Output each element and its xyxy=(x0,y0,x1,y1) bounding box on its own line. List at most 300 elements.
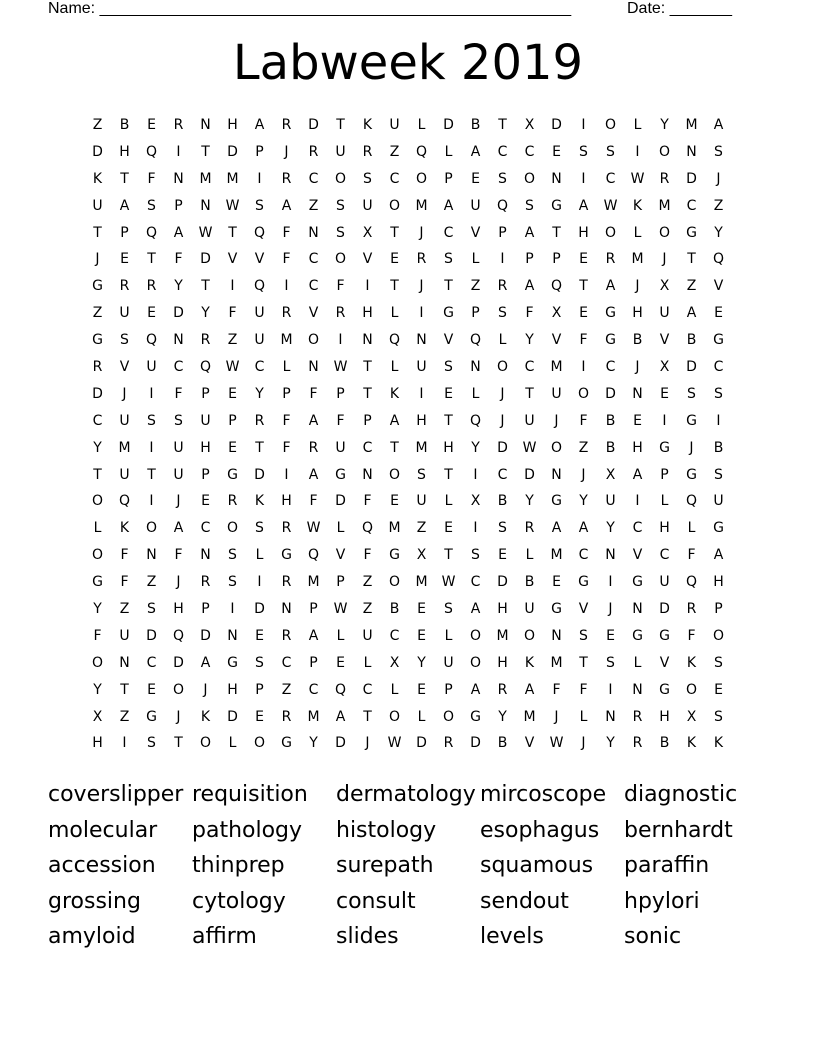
name-field[interactable]: Name: _____________________________________________________ xyxy=(48,0,572,17)
grid-letter[interactable]: C xyxy=(254,359,265,376)
grid-letter[interactable]: O xyxy=(550,439,563,456)
grid-letter[interactable]: N xyxy=(605,547,616,564)
grid-letter[interactable]: E xyxy=(147,117,156,133)
grid-letter[interactable]: F xyxy=(336,412,345,429)
grid-letter[interactable]: C xyxy=(659,547,670,564)
grid-letter[interactable]: P xyxy=(471,305,480,322)
grid-letter[interactable]: U xyxy=(362,627,373,644)
grid-letter[interactable]: C xyxy=(713,359,724,376)
grid-letter[interactable]: S xyxy=(498,305,507,322)
grid-letter[interactable]: C xyxy=(524,359,535,376)
grid-letter[interactable]: O xyxy=(604,117,617,133)
grid-letter[interactable]: O xyxy=(388,466,401,483)
grid-letter[interactable]: C xyxy=(389,627,400,644)
grid-letter[interactable]: I xyxy=(716,412,721,429)
grid-letter[interactable]: O xyxy=(253,735,266,752)
grid-letter[interactable]: R xyxy=(146,278,157,295)
grid-letter[interactable]: O xyxy=(469,654,482,671)
grid-letter[interactable]: D xyxy=(605,385,616,402)
grid-letter[interactable]: N xyxy=(632,601,643,618)
grid-letter[interactable]: C xyxy=(308,251,319,268)
grid-letter[interactable]: C xyxy=(389,170,400,187)
grid-letter[interactable]: J xyxy=(176,493,181,510)
grid-letter[interactable]: A xyxy=(281,197,292,214)
grid-letter[interactable]: L xyxy=(417,117,426,133)
grid-letter[interactable]: I xyxy=(257,170,262,187)
grid-letter[interactable]: V xyxy=(335,547,346,564)
grid-letter[interactable]: I xyxy=(473,520,478,537)
grid-letter[interactable]: P xyxy=(282,385,291,402)
grid-letter[interactable]: Z xyxy=(92,117,103,133)
grid-letter[interactable]: C xyxy=(200,520,211,537)
grid-letter[interactable]: U xyxy=(92,197,103,214)
grid-letter[interactable]: J xyxy=(581,735,586,752)
grid-letter[interactable]: S xyxy=(255,197,264,214)
grid-letter[interactable]: J xyxy=(608,601,613,618)
grid-letter[interactable]: C xyxy=(173,359,184,376)
grid-letter[interactable]: T xyxy=(390,278,399,295)
grid-letter[interactable]: P xyxy=(120,224,129,241)
grid-letter[interactable]: V xyxy=(119,359,130,376)
grid-letter[interactable]: Z xyxy=(227,332,238,349)
grid-letter[interactable]: S xyxy=(471,547,480,564)
grid-letter[interactable]: A xyxy=(605,278,616,295)
grid-letter[interactable]: I xyxy=(581,359,586,376)
grid-letter[interactable]: B xyxy=(497,735,508,752)
grid-letter[interactable]: J xyxy=(176,708,181,725)
grid-letter[interactable]: D xyxy=(335,735,346,752)
grid-letter[interactable]: H xyxy=(416,412,427,429)
grid-letter[interactable]: T xyxy=(201,278,210,295)
grid-letter[interactable]: U xyxy=(254,332,265,349)
grid-letter[interactable]: I xyxy=(500,251,505,268)
grid-letter[interactable]: D xyxy=(173,305,184,322)
grid-letter[interactable]: Q xyxy=(388,332,401,349)
grid-letter[interactable]: R xyxy=(497,278,508,295)
grid-letter[interactable]: S xyxy=(714,466,723,483)
grid-letter[interactable]: F xyxy=(687,547,696,564)
grid-letter[interactable]: R xyxy=(686,601,697,618)
grid-letter[interactable]: U xyxy=(146,359,157,376)
grid-letter[interactable]: W xyxy=(225,359,240,376)
grid-letter[interactable]: S xyxy=(498,520,507,537)
grid-letter[interactable]: A xyxy=(308,412,319,429)
grid-letter[interactable]: Q xyxy=(118,493,131,510)
grid-letter[interactable]: S xyxy=(147,197,156,214)
grid-letter[interactable]: I xyxy=(365,278,370,295)
grid-letter[interactable]: E xyxy=(660,385,669,402)
grid-letter[interactable]: A xyxy=(524,224,535,241)
grid-letter[interactable]: D xyxy=(497,439,508,456)
grid-letter[interactable]: L xyxy=(687,520,696,537)
grid-letter[interactable]: A xyxy=(173,520,184,537)
grid-letter[interactable]: F xyxy=(120,574,129,591)
grid-letter[interactable]: D xyxy=(470,735,481,752)
grid-letter[interactable]: R xyxy=(281,708,292,725)
grid-letter[interactable]: Z xyxy=(92,305,103,322)
grid-letter[interactable]: B xyxy=(470,117,481,133)
grid-letter[interactable]: G xyxy=(686,466,697,483)
grid-letter[interactable]: T xyxy=(525,385,534,402)
grid-letter[interactable]: Z xyxy=(686,278,697,295)
grid-letter[interactable]: A xyxy=(524,278,535,295)
grid-letter[interactable]: T xyxy=(120,681,129,698)
grid-letter[interactable]: B xyxy=(686,332,697,349)
grid-letter[interactable]: O xyxy=(334,251,347,268)
grid-letter[interactable]: W xyxy=(549,735,564,752)
grid-letter[interactable]: N xyxy=(416,332,427,349)
grid-letter[interactable]: Z xyxy=(146,574,157,591)
grid-letter[interactable]: X xyxy=(659,278,670,295)
grid-letter[interactable]: H xyxy=(119,143,130,160)
grid-letter[interactable]: L xyxy=(336,520,345,537)
grid-letter[interactable]: H xyxy=(173,601,184,618)
grid-letter[interactable]: N xyxy=(551,627,562,644)
grid-letter[interactable]: A xyxy=(578,520,589,537)
grid-letter[interactable]: J xyxy=(176,574,181,591)
grid-letter[interactable]: P xyxy=(498,224,507,241)
grid-letter[interactable]: T xyxy=(363,385,372,402)
grid-letter[interactable]: I xyxy=(419,305,424,322)
grid-letter[interactable]: Z xyxy=(119,601,130,618)
grid-letter[interactable]: M xyxy=(415,439,428,456)
grid-letter[interactable]: U xyxy=(524,412,535,429)
grid-letter[interactable]: R xyxy=(92,359,103,376)
grid-letter[interactable]: D xyxy=(92,143,103,160)
grid-letter[interactable]: D xyxy=(686,170,697,187)
grid-letter[interactable]: O xyxy=(658,143,671,160)
grid-letter[interactable]: M xyxy=(199,170,212,187)
grid-letter[interactable]: I xyxy=(149,493,154,510)
grid-letter[interactable]: G xyxy=(659,439,670,456)
grid-letter[interactable]: R xyxy=(362,143,373,160)
grid-letter[interactable]: R xyxy=(227,493,238,510)
grid-letter[interactable]: Z xyxy=(713,197,724,214)
grid-letter[interactable]: E xyxy=(255,627,264,644)
grid-letter[interactable]: V xyxy=(470,224,481,241)
grid-letter[interactable]: F xyxy=(363,493,372,510)
grid-letter[interactable]: S xyxy=(147,735,156,752)
grid-letter[interactable]: E xyxy=(633,412,642,429)
grid-letter[interactable]: J xyxy=(419,224,424,241)
grid-letter[interactable]: R xyxy=(659,170,670,187)
grid-letter[interactable]: G xyxy=(281,735,292,752)
grid-letter[interactable]: G xyxy=(632,574,643,591)
grid-letter[interactable]: U xyxy=(524,601,535,618)
grid-letter[interactable]: A xyxy=(470,681,481,698)
grid-letter[interactable]: E xyxy=(579,305,588,322)
grid-letter[interactable]: D xyxy=(173,654,184,671)
grid-letter[interactable]: T xyxy=(363,708,372,725)
grid-letter[interactable]: X xyxy=(92,708,103,725)
grid-letter[interactable]: T xyxy=(579,654,588,671)
grid-letter[interactable]: Y xyxy=(525,332,534,349)
grid-letter[interactable]: S xyxy=(228,574,237,591)
grid-letter[interactable]: G xyxy=(605,305,616,322)
grid-letter[interactable]: P xyxy=(363,412,372,429)
grid-letter[interactable]: E xyxy=(606,627,615,644)
grid-letter[interactable]: B xyxy=(713,439,724,456)
grid-letter[interactable]: T xyxy=(552,224,561,241)
grid-letter[interactable]: N xyxy=(200,547,211,564)
grid-letter[interactable]: N xyxy=(119,654,130,671)
grid-letter[interactable]: N xyxy=(308,359,319,376)
grid-letter[interactable]: Q xyxy=(469,332,482,349)
grid-letter[interactable]: H xyxy=(659,708,670,725)
grid-letter[interactable]: A xyxy=(335,708,346,725)
grid-letter[interactable]: R xyxy=(281,627,292,644)
grid-letter[interactable]: L xyxy=(93,520,102,537)
grid-letter[interactable]: I xyxy=(338,332,343,349)
grid-letter[interactable]: L xyxy=(471,385,480,402)
grid-letter[interactable]: N xyxy=(200,117,211,133)
grid-letter[interactable]: Z xyxy=(578,439,589,456)
grid-letter[interactable]: I xyxy=(176,143,181,160)
grid-letter[interactable]: X xyxy=(416,547,427,564)
grid-letter[interactable]: O xyxy=(388,708,401,725)
grid-letter[interactable]: D xyxy=(524,466,535,483)
grid-letter[interactable]: L xyxy=(390,305,399,322)
grid-letter[interactable]: O xyxy=(496,359,509,376)
grid-letter[interactable]: O xyxy=(442,708,455,725)
grid-letter[interactable]: J xyxy=(203,681,208,698)
grid-letter[interactable]: U xyxy=(119,412,130,429)
grid-letter[interactable]: S xyxy=(525,197,534,214)
grid-letter[interactable]: R xyxy=(173,117,184,133)
grid-letter[interactable]: Y xyxy=(606,735,615,752)
grid-letter[interactable]: G xyxy=(551,601,562,618)
grid-letter[interactable]: M xyxy=(685,117,698,133)
grid-letter[interactable]: T xyxy=(336,117,345,133)
grid-letter[interactable]: Z xyxy=(362,601,373,618)
grid-letter[interactable]: Y xyxy=(714,224,723,241)
grid-letter[interactable]: K xyxy=(713,735,724,752)
grid-letter[interactable]: F xyxy=(282,439,291,456)
grid-letter[interactable]: V xyxy=(659,332,670,349)
grid-letter[interactable]: K xyxy=(254,493,265,510)
grid-letter[interactable]: C xyxy=(146,654,157,671)
grid-letter[interactable]: F xyxy=(147,170,156,187)
grid-letter[interactable]: M xyxy=(550,547,563,564)
grid-letter[interactable]: Y xyxy=(93,601,102,618)
grid-letter[interactable]: X xyxy=(470,493,481,510)
grid-letter[interactable]: R xyxy=(632,735,643,752)
grid-letter[interactable]: O xyxy=(415,170,428,187)
grid-letter[interactable]: G xyxy=(578,574,589,591)
grid-letter[interactable]: T xyxy=(444,547,453,564)
grid-letter[interactable]: C xyxy=(362,681,373,698)
grid-letter[interactable]: Q xyxy=(334,681,347,698)
grid-letter[interactable]: D xyxy=(146,627,157,644)
grid-letter[interactable]: O xyxy=(469,627,482,644)
grid-letter[interactable]: R xyxy=(416,251,427,268)
grid-letter[interactable]: L xyxy=(633,224,642,241)
grid-letter[interactable]: G xyxy=(686,224,697,241)
grid-letter[interactable]: V xyxy=(632,547,643,564)
grid-letter[interactable]: C xyxy=(281,654,292,671)
grid-letter[interactable]: V xyxy=(443,332,454,349)
grid-letter[interactable]: Q xyxy=(415,143,428,160)
grid-letter[interactable]: N xyxy=(281,601,292,618)
grid-letter[interactable]: E xyxy=(336,654,345,671)
grid-letter[interactable]: E xyxy=(147,305,156,322)
grid-letter[interactable]: S xyxy=(255,654,264,671)
grid-letter[interactable]: I xyxy=(419,385,424,402)
grid-letter[interactable]: P xyxy=(201,385,210,402)
grid-letter[interactable]: M xyxy=(550,359,563,376)
grid-letter[interactable]: G xyxy=(92,574,103,591)
grid-letter[interactable]: X xyxy=(524,117,535,133)
grid-letter[interactable]: M xyxy=(631,251,644,268)
grid-letter[interactable]: F xyxy=(93,627,102,644)
grid-letter[interactable]: Z xyxy=(281,681,292,698)
grid-letter[interactable]: Q xyxy=(550,278,563,295)
grid-letter[interactable]: V xyxy=(524,735,535,752)
grid-letter[interactable]: J xyxy=(635,278,640,295)
grid-letter[interactable]: T xyxy=(444,466,453,483)
grid-letter[interactable]: C xyxy=(632,520,643,537)
grid-letter[interactable]: U xyxy=(389,117,400,133)
grid-letter[interactable]: I xyxy=(581,170,586,187)
grid-letter[interactable]: E xyxy=(714,681,723,698)
grid-letter[interactable]: G xyxy=(551,197,562,214)
grid-letter[interactable]: P xyxy=(201,601,210,618)
grid-letter[interactable]: A xyxy=(686,305,697,322)
grid-letter[interactable]: L xyxy=(444,143,453,160)
grid-letter[interactable]: L xyxy=(471,251,480,268)
grid-letter[interactable]: P xyxy=(309,654,318,671)
grid-letter[interactable]: G xyxy=(443,305,454,322)
grid-letter[interactable]: F xyxy=(282,412,291,429)
grid-letter[interactable]: G xyxy=(389,547,400,564)
grid-letter[interactable]: S xyxy=(579,627,588,644)
grid-letter[interactable]: G xyxy=(713,332,724,349)
grid-letter[interactable]: M xyxy=(415,574,428,591)
grid-letter[interactable]: W xyxy=(333,359,348,376)
grid-letter[interactable]: R xyxy=(200,332,211,349)
grid-letter[interactable]: O xyxy=(577,385,590,402)
grid-letter[interactable]: G xyxy=(470,708,481,725)
grid-letter[interactable]: D xyxy=(659,601,670,618)
grid-letter[interactable]: D xyxy=(443,117,454,133)
grid-letter[interactable]: R xyxy=(281,117,292,133)
grid-letter[interactable]: B xyxy=(632,332,643,349)
grid-letter[interactable]: P xyxy=(525,251,534,268)
grid-letter[interactable]: N xyxy=(632,681,643,698)
grid-letter[interactable]: S xyxy=(606,654,615,671)
grid-letter[interactable]: O xyxy=(91,547,104,564)
grid-letter[interactable]: P xyxy=(174,197,183,214)
grid-letter[interactable]: U xyxy=(443,654,454,671)
grid-letter[interactable]: L xyxy=(660,493,669,510)
grid-letter[interactable]: L xyxy=(525,547,534,564)
grid-letter[interactable]: R xyxy=(605,251,616,268)
grid-letter[interactable]: M xyxy=(280,332,293,349)
grid-letter[interactable]: P xyxy=(444,681,453,698)
grid-letter[interactable]: W xyxy=(522,439,537,456)
grid-letter[interactable]: G xyxy=(632,627,643,644)
grid-letter[interactable]: L xyxy=(336,627,345,644)
grid-letter[interactable]: T xyxy=(363,359,372,376)
grid-letter[interactable]: E xyxy=(390,493,399,510)
grid-letter[interactable]: T xyxy=(228,224,237,241)
grid-letter[interactable]: Y xyxy=(660,117,669,133)
grid-letter[interactable]: X xyxy=(389,654,400,671)
grid-letter[interactable]: C xyxy=(524,143,535,160)
grid-letter[interactable]: I xyxy=(257,574,262,591)
grid-letter[interactable]: G xyxy=(335,466,346,483)
grid-letter[interactable]: F xyxy=(120,547,129,564)
grid-letter[interactable]: D xyxy=(227,708,238,725)
grid-letter[interactable]: C xyxy=(686,197,697,214)
grid-letter[interactable]: U xyxy=(362,197,373,214)
grid-letter[interactable]: N xyxy=(173,170,184,187)
grid-letter[interactable]: J xyxy=(284,143,289,160)
grid-letter[interactable]: P xyxy=(255,681,264,698)
grid-letter[interactable]: E xyxy=(390,251,399,268)
grid-letter[interactable]: J xyxy=(554,412,559,429)
grid-letter[interactable]: V xyxy=(254,251,265,268)
grid-letter[interactable]: F xyxy=(579,332,588,349)
grid-letter[interactable]: R xyxy=(335,305,346,322)
grid-letter[interactable]: X xyxy=(362,224,373,241)
grid-letter[interactable]: N xyxy=(362,466,373,483)
grid-letter[interactable]: M xyxy=(226,170,239,187)
grid-letter[interactable]: T xyxy=(444,412,453,429)
grid-letter[interactable]: R xyxy=(632,708,643,725)
grid-letter[interactable]: Q xyxy=(253,278,266,295)
grid-letter[interactable]: E xyxy=(228,439,237,456)
grid-letter[interactable]: M xyxy=(118,439,131,456)
grid-letter[interactable]: H xyxy=(578,224,589,241)
grid-letter[interactable]: E xyxy=(714,305,723,322)
grid-letter[interactable]: R xyxy=(308,143,319,160)
grid-letter[interactable]: P xyxy=(228,412,237,429)
grid-letter[interactable]: E xyxy=(147,681,156,698)
grid-letter[interactable]: Q xyxy=(307,547,320,564)
grid-letter[interactable]: P xyxy=(444,170,453,187)
grid-letter[interactable]: I xyxy=(230,601,235,618)
grid-letter[interactable]: J xyxy=(662,251,667,268)
grid-letter[interactable]: W xyxy=(441,574,456,591)
grid-letter[interactable]: F xyxy=(579,412,588,429)
grid-letter[interactable]: J xyxy=(554,708,559,725)
grid-letter[interactable]: L xyxy=(579,708,588,725)
grid-letter[interactable]: A xyxy=(551,520,562,537)
grid-letter[interactable]: S xyxy=(714,385,723,402)
grid-letter[interactable]: N xyxy=(551,466,562,483)
grid-letter[interactable]: A xyxy=(308,466,319,483)
grid-letter[interactable]: H xyxy=(713,574,724,591)
grid-letter[interactable]: B xyxy=(497,493,508,510)
grid-letter[interactable]: D xyxy=(308,117,319,133)
grid-letter[interactable]: O xyxy=(388,574,401,591)
grid-letter[interactable]: U xyxy=(416,493,427,510)
grid-letter[interactable]: Q xyxy=(361,520,374,537)
grid-letter[interactable]: C xyxy=(605,359,616,376)
grid-letter[interactable]: Q xyxy=(172,627,185,644)
grid-letter[interactable]: D xyxy=(497,574,508,591)
grid-letter[interactable]: U xyxy=(605,493,616,510)
grid-letter[interactable]: I xyxy=(284,278,289,295)
grid-letter[interactable]: I xyxy=(662,412,667,429)
grid-letter[interactable]: D xyxy=(254,601,265,618)
grid-letter[interactable]: G xyxy=(227,466,238,483)
grid-letter[interactable]: U xyxy=(254,305,265,322)
grid-letter[interactable]: I xyxy=(149,439,154,456)
grid-letter[interactable]: G xyxy=(92,332,103,349)
grid-letter[interactable]: K xyxy=(632,197,643,214)
